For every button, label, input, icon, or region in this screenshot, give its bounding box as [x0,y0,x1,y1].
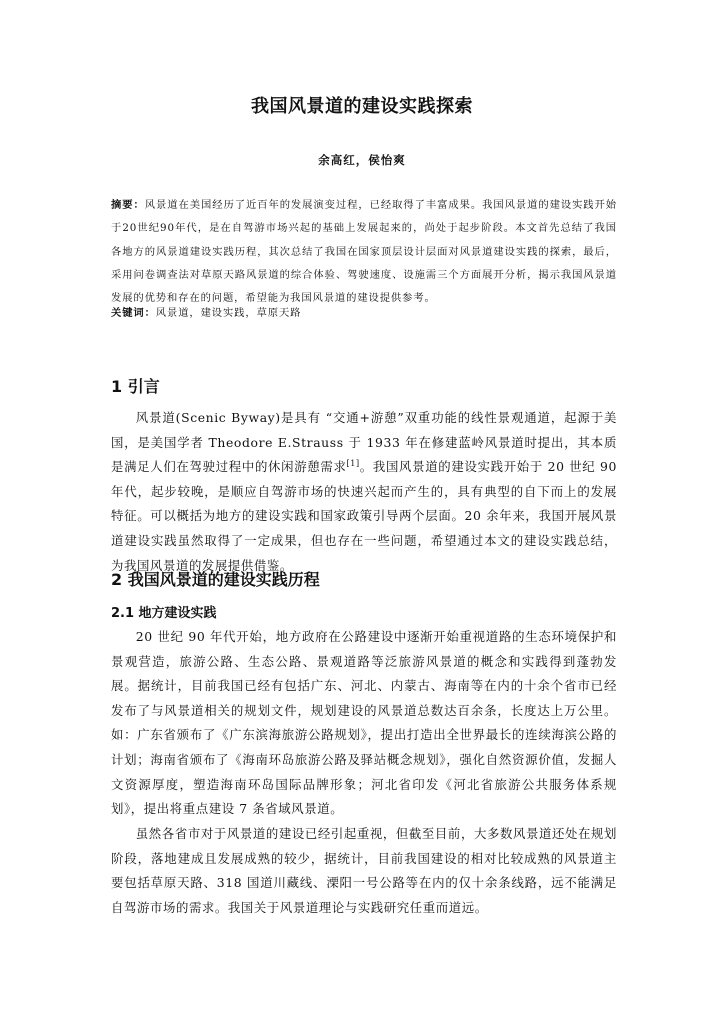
abstract-label: 摘要： [111,199,145,211]
section-1-paragraph [111,406,617,578]
section-1-text-a: 风景道(Scenic Byway)是具有 “交通+游憩”双重功能的线性景观通道，起源于美国，是美国学者 Theodore E.Strauss 于 1933 年在修建蓝岭风景道时提出，其本质是满足人们在驾驶过程中的休闲游憩需求 [111,410,617,475]
section-2-1-heading: 2.1 地方建设实践 [111,606,217,621]
section-1-heading: 1 引言 [111,377,160,396]
paper-title: 我国风景道的建设实践探索 [251,96,473,117]
section-2-heading: 2 我国风景道的建设实践历程 [111,570,320,589]
keywords-text: 风景道，建设实践，草原天路 [155,307,302,319]
section-2-1-paragraph-1: 20 世纪 90 年代开始，地方政府在公路建设中逐渐开始重视道路的生态环境保护和景观营造，旅游公路、生态公路、景观道路等泛旅游风景道的概念和实践得到蓬勃发展。据统计，目前我国已经有包括广东、河北、内蒙古、海南等在内的十余个省市已经发布了与风景道相关的规划文件，规划建设的风景道总数达百余条，长度达上万公里。如：广东省颁布了《广东滨海旅游公路规划》，提出打造出全世界最长的连续海滨公路的计划；海南省颁布了《海南环岛旅游公路及驿站概念规划》，强化自然资源价值，发掘人文资源厚度，塑造海南环岛国际品牌形象；河北省印发《河北省旅游公共服务体系规划》，提出将重点建设 7 条省域风景道。 [111,629,617,817]
keywords-label: 关键词： [111,307,156,319]
keywords [111,304,617,322]
abstract-text: 风景道在美国经历了近百年的发展演变过程，已经取得了丰富成果。我国风景道的建设实践开始于20世纪90年代，是在自驾游市场兴起的基础上发展起来的，尚处于起步阶段。本文首先总结了我国各地方的风景道建设实践历程，其次总结了我国在国家顶层设计层面对风景道建设实践的探索，最后，采用问卷调查法对草原天路风景道的综合体验、驾驶速度、设施需三个方面展开分析，揭示我国风景道发展的优势和存在的问题，希望能为我国风景道的建设提供参考。 [111,199,617,305]
abstract [111,194,617,310]
section-1-text-b: 。我国风景道的建设实践开始于 20 世纪 90 年代，起步较晚，是顺应自驾游市场的快速兴起而产生的，具有典型的自下而上的发展特征。可以概括为地方的建设实践和国家政策引导两个层面。20 余年来，我国开展风景道建设实践虽然取得了一定成果，但也存在一些问题，希望通过本文的建设实践总结，为我国风景道的发展提供借鉴。 [111,459,617,573]
paper-authors: 余高红，侯怡爽 [318,153,406,167]
citation-ref: [1] [346,459,360,469]
section-2-1-paragraph-2: 虽然各省市对于风景道的建设已经引起重视，但截至目前，大多数风景道还处在规划阶段，落地建成且发展成熟的较少，据统计，目前我国建设的相对比较成熟的风景道主要包括草原天路、318 国道川藏线、溧阳一号公路等在内的仅十余条线路，远不能满足自驾游市场的需求。我国关于风景道理论与实践研究任重而道远。 [111,826,617,915]
